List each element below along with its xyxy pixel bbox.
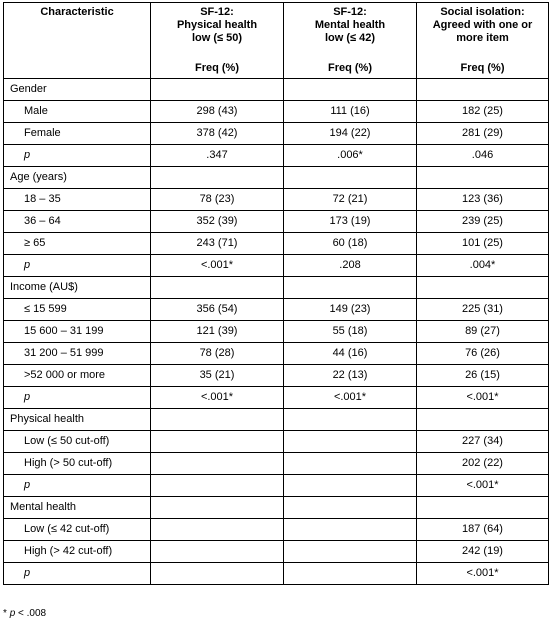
table-row	[4, 101, 549, 123]
table-cell	[284, 79, 417, 101]
table-cell	[151, 409, 284, 431]
table-p-row	[4, 255, 549, 277]
group-label: Mental health	[4, 497, 151, 519]
row-label: p	[4, 475, 151, 497]
table-row	[4, 233, 549, 255]
table-cell: 121 (39)	[151, 321, 284, 343]
table-cell: <.001*	[284, 387, 417, 409]
table-cell	[151, 167, 284, 189]
table-cell	[417, 277, 549, 299]
row-label: ≥ 65	[4, 233, 151, 255]
header-freq-label: Freq (%)	[460, 62, 505, 74]
table-cell: 123 (36)	[417, 189, 549, 211]
group-label: Age (years)	[4, 167, 151, 189]
row-label: p	[4, 387, 151, 409]
table-row	[4, 321, 549, 343]
table-cell: 281 (29)	[417, 123, 549, 145]
table-cell: 26 (15)	[417, 365, 549, 387]
table-cell: .347	[151, 145, 284, 167]
table-group-row	[4, 497, 549, 519]
row-label: Male	[4, 101, 151, 123]
header-freq-label: Freq (%)	[195, 62, 239, 74]
table-cell: 378 (42)	[151, 123, 284, 145]
row-label: 31 200 – 51 999	[4, 343, 151, 365]
table-row	[4, 123, 549, 145]
row-label: High (> 42 cut-off)	[4, 541, 151, 563]
table-row	[4, 343, 549, 365]
table-cell: 356 (54)	[151, 299, 284, 321]
group-label: Physical health	[4, 409, 151, 431]
table-cell: 76 (26)	[417, 343, 549, 365]
table-cell	[284, 277, 417, 299]
table-cell: 243 (71)	[151, 233, 284, 255]
table-cell	[284, 409, 417, 431]
table-cell: .006*	[284, 145, 417, 167]
table-cell	[151, 497, 284, 519]
table-p-row	[4, 475, 549, 497]
table-cell	[284, 453, 417, 475]
table-group-row	[4, 167, 549, 189]
header-row	[4, 3, 549, 79]
table-cell	[151, 475, 284, 497]
table-cell	[284, 431, 417, 453]
table-cell	[151, 79, 284, 101]
table-p-row	[4, 145, 549, 167]
table-cell: 298 (43)	[151, 101, 284, 123]
table-cell: 227 (34)	[417, 431, 549, 453]
table-cell	[151, 519, 284, 541]
table-cell	[284, 519, 417, 541]
table-cell	[284, 563, 417, 585]
table-cell: 44 (16)	[284, 343, 417, 365]
table-cell: <.001*	[151, 255, 284, 277]
table-cell: .046	[417, 145, 549, 167]
table-row	[4, 541, 549, 563]
table-cell	[151, 563, 284, 585]
table-cell	[284, 497, 417, 519]
footnote: * p < .008	[3, 608, 47, 619]
table-cell: <.001*	[151, 387, 284, 409]
table-cell	[151, 541, 284, 563]
table-cell: 225 (31)	[417, 299, 549, 321]
table-row	[4, 519, 549, 541]
header-freq-label: Freq (%)	[328, 62, 372, 74]
table-cell: 194 (22)	[284, 123, 417, 145]
table-cell: 239 (25)	[417, 211, 549, 233]
row-label: Low (≤ 50 cut-off)	[4, 431, 151, 453]
table-p-row	[4, 387, 549, 409]
table-cell: 60 (18)	[284, 233, 417, 255]
row-label: 18 – 35	[4, 189, 151, 211]
table-row	[4, 189, 549, 211]
row-label: p	[4, 145, 151, 167]
table-group-row	[4, 409, 549, 431]
table-cell	[417, 79, 549, 101]
header-physical-health: SF-12: Physical health low (≤ 50) Freq (%)	[151, 3, 284, 79]
table-cell: .004*	[417, 255, 549, 277]
table-cell	[417, 167, 549, 189]
table-group-row	[4, 277, 549, 299]
table-cell: 187 (64)	[417, 519, 549, 541]
table-cell	[151, 277, 284, 299]
header-characteristic: Characteristic	[4, 3, 151, 79]
row-label: Low (≤ 42 cut-off)	[4, 519, 151, 541]
table-cell: <.001*	[417, 563, 549, 585]
table-row	[4, 299, 549, 321]
row-label: Female	[4, 123, 151, 145]
table-cell: 149 (23)	[284, 299, 417, 321]
table-cell: 242 (19)	[417, 541, 549, 563]
table-p-row	[4, 563, 549, 585]
row-label: ≤ 15 599	[4, 299, 151, 321]
table-cell: 352 (39)	[151, 211, 284, 233]
group-label: Income (AU$)	[4, 277, 151, 299]
table-cell	[284, 167, 417, 189]
header-social-isolation: Social isolation: Agreed with one or more item Freq (%)	[417, 3, 549, 79]
table-row	[4, 453, 549, 475]
table-cell: <.001*	[417, 387, 549, 409]
table-cell: 89 (27)	[417, 321, 549, 343]
row-label: 15 600 – 31 199	[4, 321, 151, 343]
table-cell: 173 (19)	[284, 211, 417, 233]
table-cell	[417, 409, 549, 431]
table-cell: 111 (16)	[284, 101, 417, 123]
table-cell: <.001*	[417, 475, 549, 497]
table-cell	[151, 431, 284, 453]
row-label: 36 – 64	[4, 211, 151, 233]
table-cell	[417, 497, 549, 519]
table-cell: 55 (18)	[284, 321, 417, 343]
table-cell: 78 (23)	[151, 189, 284, 211]
table-row	[4, 365, 549, 387]
table-cell: 101 (25)	[417, 233, 549, 255]
group-label: Gender	[4, 79, 151, 101]
table-cell	[151, 453, 284, 475]
table-cell: 22 (13)	[284, 365, 417, 387]
data-table	[3, 2, 549, 585]
table-cell	[284, 541, 417, 563]
table-row	[4, 211, 549, 233]
row-label: >52 000 or more	[4, 365, 151, 387]
table-row	[4, 431, 549, 453]
table-cell: 72 (21)	[284, 189, 417, 211]
table-cell: .208	[284, 255, 417, 277]
table-cell: 182 (25)	[417, 101, 549, 123]
table-cell: 202 (22)	[417, 453, 549, 475]
table-cell: 78 (28)	[151, 343, 284, 365]
header-mental-health: SF-12: Mental health low (≤ 42) Freq (%)	[284, 3, 417, 79]
row-label: High (> 50 cut-off)	[4, 453, 151, 475]
table-cell	[284, 475, 417, 497]
table-cell: 35 (21)	[151, 365, 284, 387]
row-label: p	[4, 563, 151, 585]
row-label: p	[4, 255, 151, 277]
table-group-row	[4, 79, 549, 101]
